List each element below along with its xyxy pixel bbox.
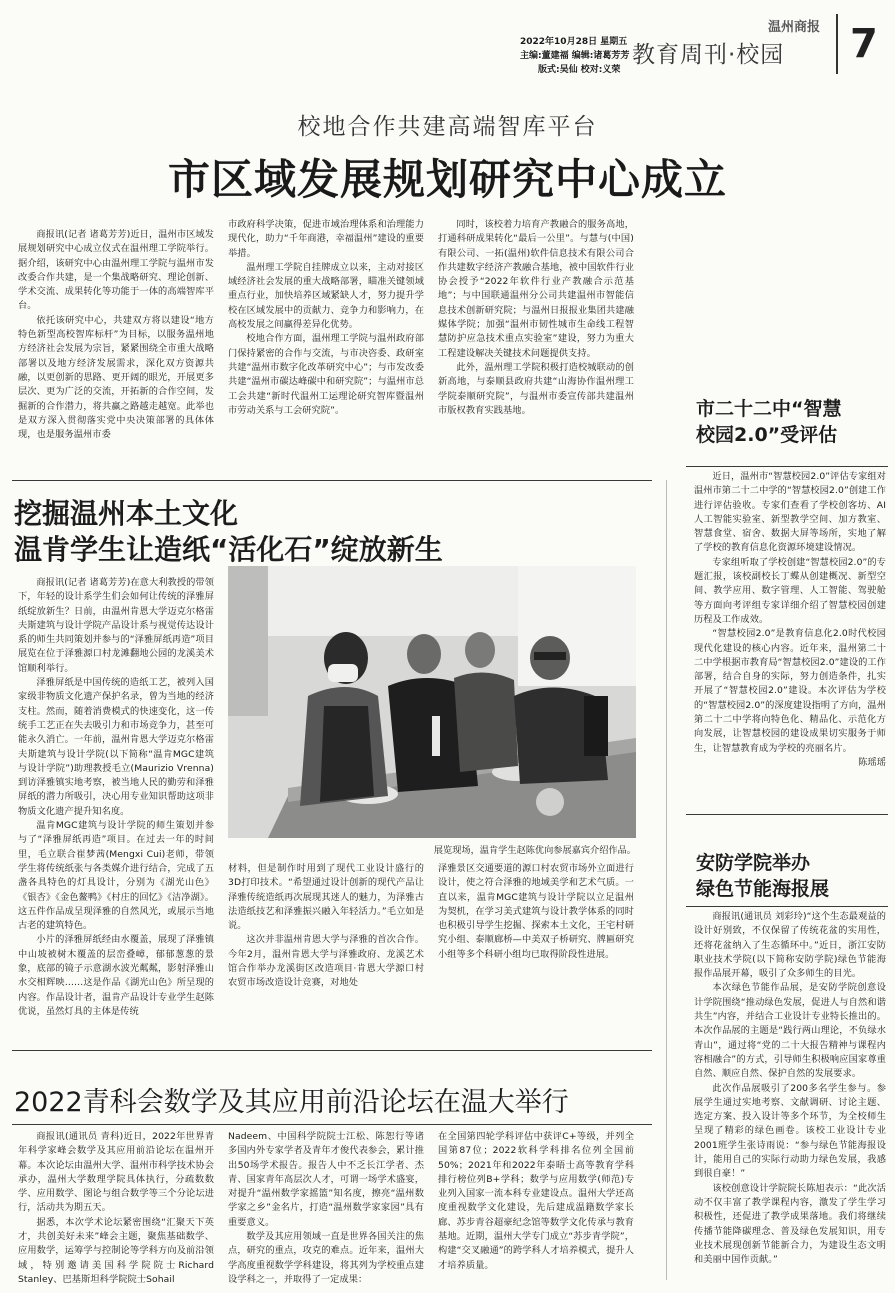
story3-bottom-rule (686, 814, 888, 815)
paragraph: 温肯MGC建筑与设计学院的师生策划并参与了“泽雅屏纸再造”项目。在过去一年的时间里，毛立联合崔梦茜(Mengxi Cui)老师，带领学生将传统纸张与各类媒介进行结合，完成了五盏各具特色的灯具设计，分别为《湖光山色》《银杏》《金色鳌鸭》《村庄的回忆》《洁净湖》。这五件作品成呈现泽雅的自然风光，或展示当地古老的建筑特色。 (18, 820, 214, 932)
lead-column-1 (18, 228, 214, 442)
lead-kicker: 校地合作共建高端智库平台 (297, 114, 598, 140)
paragraph: “智慧校园2.0”是教育信息化2.0时代校园现代化建设的核心内容。近年来，温州第二十二中学根据市教育局“智慧校园2.0”建设的工作部署，结合自身的实际，努力创造条件，扎实开展了“智慧校园2.0”建设。本次评估为学校的“智慧校园2.0”的深度建设指明了方向，温州第二十二中学将向特色化、精品化、示范化方向发展，让智慧校园的建设成果切实服务于师生，让智慧教育成为学校的亮丽名片。 (694, 628, 886, 754)
story4-headline (696, 850, 886, 902)
story5-headline: 2022青科会数学及其应用前沿论坛在温大举行 (14, 1087, 569, 1118)
paragraph: 同时，该校着力培育产教融合的服务高地，打通科研成果转化“最后一公里”。与慧与(中国)有限公司、一拓(温州)软件信息技术有限公司合作共建数字经济产教融合基地，被中国软件行业协会授予“2022年软件行业产教融合示范基地”；与中国联通温州分公司共建温州市智能信息技术创新研究院；与温州日报报业集团共建融媒体学院；加强“温州市韧性城市生命线工程智慧防护应急技术重点实验室”建设，努力为重大工程建设解决关键技术问题提供支持。 (438, 219, 634, 359)
paragraph: Nadeem、中国科学院院士江松、陈恕行等诸多国内外专家学者及青年才俊代表参会，累计推出50场学术报告。报告人中不乏长江学者、杰青、国家青年高层次人才，可谓一场学术盛宴，对提升“温州数学家摇篮”知名度，擦亮“温州数学家之乡”金名片，打造“温州数学家家园”具有重要意义。 (228, 1131, 424, 1228)
paragraph: 校地合作方面，温州理工学院与温州政府部门保持紧密的合作与交流，与市决咨委、政研室共建“温州市数字化改革研究中心”；与市发改委共建“温州市碳达峰碳中和研究院”；与温州市总工会共建“新时代温州工运理论研究智库暨温州市劳动关系与工会研究院”。 (228, 333, 424, 416)
story5-column-2 (228, 1130, 424, 1287)
lead-column-2 (228, 218, 424, 418)
lead-headline: 市区域发展规划研究中心成立 (167, 155, 727, 204)
section-divider (12, 480, 652, 481)
story2-column-3 (438, 862, 634, 962)
right-column-divider (666, 480, 667, 1280)
story5-column-1 (18, 1130, 214, 1287)
paragraph: 温州理工学院自挂牌成立以来，主动对接区域经济社会发展的重大战略部署，瞄准关键领域重点行业，加快培养区域紧缺人才，努力提升学校在区域发展中的贡献力、竞争力和影响力，在高校发展之间赢得差异化优势。 (228, 261, 424, 331)
paragraph: 这次并非温州肯恩大学与泽雅的首次合作。今年2月，温州肯恩大学与泽雅政府、龙溪艺术馆合作举办龙溪街区改造项目·肯恩大学源口村农贸市场改造设计竞赛，对地处 (228, 934, 424, 989)
paragraph: 在全国第四轮学科评估中获评C+等级，并列全国第87位；2022软科学科排名位列全国前50%；2021年和2022年泰晤士高等教育学科排行榜位列B+学科；数学与应用数学(师范)专业列入国家一流本科专业建设点。温州大学还高度重视数学文化建设，先后建成温籍数学家长廊、苏步青谷超豪纪念馆等数学文化传承与教育基地。近期，温州大学专门成立“苏步青学院”，构建“交叉融通”的跨学科人才培养模式，提升人才培养质量。 (438, 1131, 634, 1271)
masthead (0, 0, 895, 80)
paragraph: 材料，但是制作时用到了现代工业设计盛行的3D打印技术。“希望通过设计创新的现代产品让泽雅传统造纸再次展现其迷人的魅力，为泽雅古法造纸技艺和泽雅振兴融入年轻活力。”毛立如是说。 (228, 863, 424, 932)
paragraph: 数学及其应用领域一直是世界各国关注的焦点，研究的重点，攻克的难点。近年来，温州大学高度重视数学学科建设，将其列为学校重点建设学科之一，并取得了一定成果： (228, 1231, 424, 1285)
paragraph: 此次作品展吸引了200多名学生参与。参展学生通过实地考察、文献调研、讨论主题、选定方案、投入设计等多个环节，为全校师生呈现了精彩的绿色画卷。该校工业设计专业2001班学生张诗雨说：“参与绿色节能海报设计，能用自己的实际行动助力绿色发展，我感到很自豪！” (694, 1082, 886, 1180)
story3-top-rule (686, 466, 888, 467)
exhibition-photo (228, 566, 636, 838)
story2-headline (14, 496, 654, 568)
story4-body (694, 910, 886, 1267)
paragraph: 泽雅屏纸是中国传统的造纸工艺，被列入国家级非物质文化遗产保护名录，曾为当地的经济支柱。然而，随着消费模式的快速变化，这一传统手工艺正在失去吸引力和市场竞争力，甚至可能永久消亡。一年前，温州肯恩大学迈克尔格雷夫斯建筑与设计学院(以下简称“温肯MGC建筑与设计学院”)助理教授毛立(Maurizio Vrenna)到访泽雅镇实地考察，被当地人民的勤劳和泽雅屏纸的潜力所吸引，决心用专业知识帮助这项非物质文化遗产提升知名度。 (18, 677, 214, 817)
story5-column-3 (438, 1130, 634, 1273)
story5-top-rule (12, 1050, 652, 1051)
story4-top-rule (686, 906, 888, 907)
story2-column-1 (18, 576, 214, 1019)
header-divider (836, 14, 838, 74)
paper-name: 温州商报 (768, 20, 821, 35)
paragraph: 小片的泽雅屏纸经由水覆盖，展现了泽雅镇中山坡被树木覆盖的层峦叠嶂，郁郁葱葱的景象，底部的镜子示意湖水波光粼粼，影射泽雅山水交相辉映……这是作品《湖光山色》所呈现的内容。作品设计者，温肯产品设计专业学生赵陈优说，虽然灯具的主体是传统 (18, 934, 214, 1017)
headline-line: 校园2.0”受评估 (696, 424, 838, 446)
story5-title-rule (12, 1124, 652, 1125)
paragraph: 依托该研究中心，共建双方将以建设“地方特色新型高校智库标杆”为目标，以服务温州地方经济社会发展为宗旨，紧紧围绕全市重大战略部署以及地方经济发展需求，深化双方资源共融，以更创新的思路、更开阔的眼光，开展更多层次、更为广泛的交流，开拓新的合作空间，发掘新的合作潜力，将共赢之路越走越宽。此举也是双方深入贯彻落实党中央决策部署的具体体现，也是服务温州市委 (18, 314, 214, 441)
paragraph: 商报讯(通讯员 青科)近日，2022年世界青年科学家峰会数学及其应用前沿论坛在温州开幕。本次论坛由温州大学、温州市科学技术协会承办，温州大学数理学院具体执行，分疏数数学、应用数学、图论与组合数学等三个分论坛进行，活动共为期五天。 (18, 1131, 214, 1214)
page-number: 7 (850, 21, 878, 67)
layout-credits: 版式:吴仙 校对:义荣 (538, 65, 621, 75)
issue-date: 2022年10月28日 星期五 (520, 37, 628, 47)
headline-line: 市二十二中“智慧 (696, 398, 842, 420)
paragraph: 近日，温州市“智慧校园2.0”评估专家组对温州市第二十二中学的“智慧校园2.0”创建工作进行评估验收。专家们查看了学校创客坊、AI人工智能实验室、新型教学空间、加方教室、智慧食堂、宿舍、数据大屏等场所，实地了解了学校的教育信息化资源环境建设情况。 (694, 471, 886, 554)
story3-body (694, 470, 886, 770)
headline-line: 挖掘温州本土文化 (14, 497, 239, 530)
paragraph: 泽雅景区交通要道的源口村农贸市场外立面进行设计，使之符合泽雅的地域美学和艺术气质。一直以来，温肯MGC建筑与设计学院以立足温州为契机，在学习美式建筑与设计教学体系的同时也积极引导学生挖掘、探索本土文化，王宅村研究小组、泰顺廊桥—中美双子桥研究、牌匾研究小组等多个科研小组均已取得阶段性进展。 (438, 863, 634, 960)
lead-column-3 (438, 218, 634, 418)
headline-line: 温肯学生让造纸“活化石”绽放新生 (14, 533, 443, 566)
paragraph: 商报讯(记者 诸葛芳芳)在意大利教授的带领下，年轻的设计系学生们会如何让传统的泽雅屏纸绽放新生？日前，由温州肯恩大学迈克尔格雷夫斯建筑与设计学院产品设计系与视觉传达设计系的师生共同策划并参与的“泽雅屏纸再造”项目展览在位于泽雅源口村龙滩翻地公园的龙溪美术馆顺利举行。 (18, 577, 214, 674)
editor-credits: 主编:董建福 编辑:诸葛芳芳 (520, 51, 630, 61)
story3-byline: 陈瑶瑶 (858, 756, 886, 768)
paragraph: 商报讯(记者 诸葛芳芳)近日，温州市区域发展规划研究中心成立仪式在温州理工学院举行。据介绍，该研究中心由温州理工学院与温州市发改委合作共建，是一个集战略研究、理论创新、学术交流、成果转化等功能于一体的高端智库平台。 (18, 229, 214, 312)
section-title: 教育周刊·校园 (632, 42, 785, 68)
paragraph: 该校创意设计学院院长陈旭表示：“此次活动不仅丰富了教学课程内容，激发了学生学习积极性，还促进了教学成果落地。我们将继续传播节能降碳理念、普及绿色发展知识，用专业技术展现创新节能新合力，为建设生态文明和美丽中国作贡献。” (694, 1182, 886, 1266)
headline-line: 安防学院举办 (696, 852, 811, 874)
paragraph: 本次绿色节能作品展，是安防学院创意设计学院围绕“推动绿色发展，促进人与自然和谐共生”内容，并结合工业设计专业特长推出的。本次作品展的主题是“践行两山理论，不负绿水青山”，通过将“党的二十大报告精神与课程内容相融合”的方式，引导师生积极响应国家尊重自然、顺应自然、保护自然的发展要求。 (694, 982, 886, 1080)
paragraph: 商报讯(通讯员 刘彩玲)“这个生态最观益的设计好别致，不仅保留了传统花盆的实用性，还将花盆纳入了生态循环中。”近日，浙江安防职业技术学院(以下简称安防学院)绿色节能海报作品展开幕，吸引了众多师生的目光。 (694, 911, 886, 980)
story2-column-2 (228, 862, 424, 991)
paragraph: 市政府科学决策，促进市域治理体系和治理能力现代化，助力“千年商港，幸福温州”建设的重要举措。 (228, 219, 424, 259)
paragraph: 此外，温州理工学院积极打造校城联动的创新高地，与泰顺县政府共建“山海协作温州理工学院泰顺研究院”，与温州市委宣传部共建温州市版权教育实践基地。 (438, 361, 634, 416)
paragraph: 专家组听取了学校创建“智慧校园2.0”的专题汇报，该校副校长丁蝶从创建概况、新型空间、教学应用、数字管理、人工智能、驾驶舱等方面向考评组专家详细介绍了智慧校园创建历程及工作成效。 (694, 556, 886, 625)
paragraph: 据悉，本次学术论坛紧密围绕“汇聚天下英才，共创美好未来”峰会主题，聚焦基础数学、应用数学，运筹学与控制论等学科方向及前沿领域，特别邀请美国科学院院士Richard Stanley、巴基斯坦科学院院士Sohail (18, 1216, 214, 1285)
headline-line: 绿色节能海报展 (696, 878, 830, 900)
story3-headline (696, 396, 886, 448)
photo-caption: 展览现场，温肯学生赵陈优向参展嘉宾介绍作品。 (433, 845, 636, 856)
exhibition-photo-illustration (228, 566, 636, 838)
